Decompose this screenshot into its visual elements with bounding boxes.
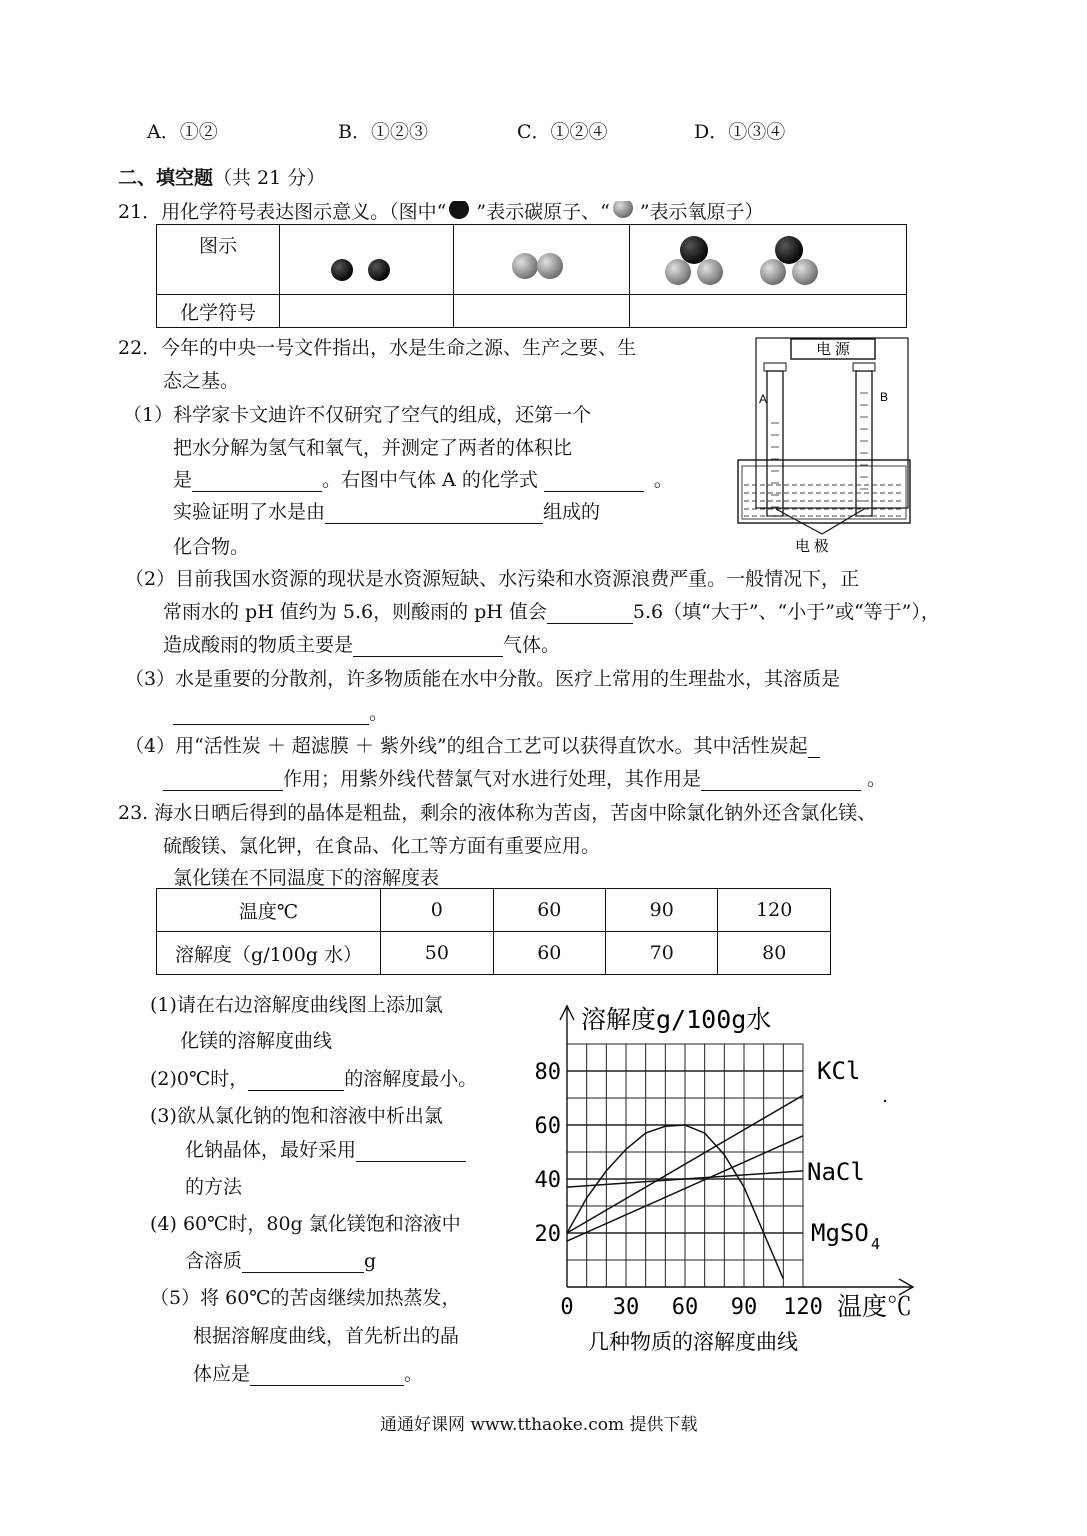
blank-min-solubility[interactable] — [248, 1069, 344, 1091]
tube-b-label: B — [880, 390, 889, 404]
q22-p2-l2: 常雨水的 pH 值约为 5.6，则酸雨的 pH 值会 5.6（填“大于”、“小于”或“等于”）， — [163, 601, 940, 623]
mgso4-curve — [567, 1125, 783, 1279]
solubility-chart — [525, 985, 945, 1360]
oxygen-molecule-icon — [454, 227, 629, 287]
option-b: B．①②③ — [338, 121, 428, 143]
blank-gas-a-formula[interactable] — [544, 470, 644, 492]
y-axis-label: 溶解度g/100g水 — [581, 1005, 772, 1034]
x-tick-label: 90 — [730, 1295, 758, 1320]
blank-acid-rain-gas[interactable] — [353, 635, 503, 657]
table-header-temp: 温度℃ — [157, 889, 381, 932]
y-tick-label: 40 — [534, 1168, 561, 1193]
q22-p3-l1: （3）水是重要的分散剂，许多物质能在水中分散。医疗上常用的生理盐水，其溶质是 — [125, 668, 841, 690]
chart-grid — [567, 1044, 803, 1287]
two-carbon-atoms-icon — [280, 227, 453, 287]
blank-first-crystal[interactable] — [250, 1364, 404, 1386]
section-title: 二、填空题（共 21 分） — [118, 167, 326, 189]
q22-intro-1: 22．今年的中央一号文件指出，水是生命之源、生产之要、生 — [118, 337, 637, 359]
q23-s5-l2: 根据溶解度曲线，首先析出的晶 — [193, 1325, 460, 1347]
q22-p1-l2: 把水分解为氢气和氧气，并测定了两者的体积比 — [173, 437, 573, 459]
oxygen-atom-icon — [610, 201, 640, 221]
kcl-label: KCl — [817, 1057, 861, 1085]
blank-volume-ratio[interactable] — [192, 470, 322, 492]
answer-cell-2[interactable] — [454, 295, 630, 328]
co3-molecules-icon — [630, 225, 906, 289]
chart-axes — [560, 1006, 913, 1295]
option-c: C．①②④ — [517, 121, 608, 143]
q22-p3-l2: 。 — [173, 698, 388, 725]
q23-s3-l1: (3)欲从氯化钠的饱和溶液中析出氯 — [150, 1105, 443, 1127]
q23-s5-l3: 体应是 。 — [193, 1363, 424, 1385]
nacl-label: NaCl — [807, 1157, 865, 1186]
row-label-symbol: 化学符号 — [157, 295, 280, 328]
q23-s4-l2: 含溶质 g — [185, 1250, 377, 1272]
blank-ph-compare[interactable] — [547, 602, 633, 624]
q23-s5-l1: （5）将 60℃的苦卤继续加热蒸发， — [150, 1287, 461, 1309]
option-d: D．①③④ — [694, 121, 786, 143]
figure-two-carbon — [280, 225, 454, 295]
x-tick-label: 120 — [783, 1295, 823, 1320]
y-tick-label: 80 — [534, 1060, 561, 1085]
blank-saline-solute[interactable] — [173, 703, 369, 725]
q22-p4-l2: 作用；用紫外线代替氯气对水进行处理，其作用是 。 — [163, 764, 886, 791]
x-tick-label: 0 — [560, 1295, 574, 1320]
x-tick-label: 30 — [612, 1295, 640, 1320]
q22-intro-2: 态之基。 — [163, 370, 240, 392]
answer-cell-1[interactable] — [280, 295, 454, 328]
solubility-table: 温度℃ 0 60 90 120 溶解度（g/100g 水） 50 60 70 80 — [156, 888, 831, 975]
chart-title: 几种物质的溶解度曲线 — [588, 1330, 798, 1354]
footer: 通通好课网 www.tthaoke.com 提供下载 — [380, 1415, 698, 1435]
electrolysis-apparatus-diagram — [735, 333, 915, 555]
power-label: 电 源 — [816, 342, 850, 358]
q22-p2-l3: 造成酸雨的物质主要是 气体。 — [163, 634, 561, 656]
q23-s3-l2: 化钠晶体，最好采用 — [185, 1135, 466, 1162]
y-tick-label: 20 — [534, 1222, 561, 1247]
q21-table — [156, 224, 907, 328]
mgso4-label: MgSO — [811, 1219, 869, 1247]
figure-co3 — [630, 225, 907, 295]
figure-o2 — [454, 225, 630, 295]
q22-p1-l5: 化合物。 — [173, 536, 250, 558]
q23-s1-l1: (1)请在右边溶解度曲线图上添加氯 — [150, 994, 443, 1016]
blank-uv-role[interactable] — [701, 769, 861, 791]
q23-s1-l2: 化镁的溶解度曲线 — [180, 1030, 333, 1052]
q23-table-caption: 氯化镁在不同温度下的溶解度表 — [173, 867, 440, 889]
electrode-label: 电 极 — [795, 539, 829, 555]
blank-water-composition[interactable] — [325, 502, 543, 524]
q22-p1-l4: 实验证明了水是由 组成的 — [173, 501, 601, 523]
y-tick-label: 60 — [534, 1114, 561, 1139]
mgso4-subscript: 4 — [871, 1235, 881, 1253]
q23-intro-1: 23. 海水日晒后得到的晶体是粗盐，剩余的液体称为苦卤，苦卤中除氯化钠外还含氯化镁、 — [118, 802, 877, 824]
answer-cell-3[interactable] — [630, 295, 907, 328]
blank-crystallize-method[interactable] — [356, 1140, 466, 1162]
q21-text: 21．用化学符号表达图示意义。（图中“ ”表示碳原子、“ ”表示氧原子） — [118, 197, 764, 224]
q23-s3-l3: 的方法 — [185, 1176, 243, 1198]
table-header-solubility: 溶解度（g/100g 水） — [157, 932, 381, 975]
q23-s2: (2)0℃时， 的溶解度最小。 — [150, 1068, 478, 1090]
row-label-figure: 图示 — [157, 225, 280, 295]
q22-p2-l1: （2）目前我国水资源的现状是水资源短缺、水污染和水资源浪费严重。一般情况下，正 — [125, 568, 860, 590]
option-a: A．①② — [147, 121, 218, 143]
tube-a-label: A — [759, 392, 768, 406]
q22-p1-l3: 是 。右图中气体 A 的化学式 。 — [173, 469, 673, 491]
q22-p4-l1: （4）用“活性炭 ＋ 超滤膜 ＋ 紫外线”的组合工艺可以获得直饮水。其中活性炭起 — [125, 731, 820, 758]
q23-s4-l1: (4) 60℃时，80g 氯化镁饱和溶液中 — [150, 1213, 461, 1235]
q22-p1-l1: （1）科学家卡文迪许不仅研究了空气的组成，还第一个 — [123, 404, 592, 426]
x-axis-label: 温度℃ — [837, 1292, 913, 1321]
x-tick-label: 60 — [671, 1295, 699, 1320]
blank-carbon-role[interactable] — [163, 769, 283, 791]
q23-intro-2: 硫酸镁、氯化钾，在食品、化工等方面有重要应用。 — [163, 835, 601, 857]
blank-solute-mass[interactable] — [242, 1251, 364, 1273]
carbon-atom-icon — [446, 201, 476, 221]
stray-dot — [884, 1100, 886, 1102]
